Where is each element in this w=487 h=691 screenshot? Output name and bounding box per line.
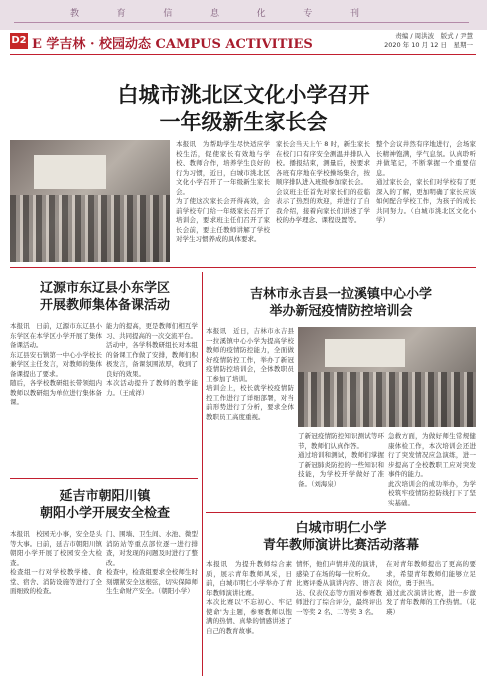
- article-column: 在对青年教师提出了更高的要求，希望青年教师们能够立足岗位，勇于担当。 通过此次演讲比赛，进一步激发了青年教师的工作热情。（花瑛）: [386, 560, 476, 616]
- headline-main: [0, 82, 487, 136]
- headline-yongji: [206, 286, 476, 320]
- headline-line: 白城市洮北区文化小学召开: [117, 83, 370, 107]
- section-title: E 学吉林 · 校园动态 CAMPUS ACTIVITIES: [32, 37, 313, 52]
- masthead-char: 专: [303, 9, 314, 19]
- section-rule: [206, 512, 476, 513]
- news-photo: [10, 140, 170, 262]
- headline-line: 开展教师集体备课活动: [39, 298, 170, 313]
- article-column: 急救方面，为做好师生常规健康体检工作，本次培训会还进行了突发情况应急演练，进一步提高了全校教职工应对突发事件的能力。 此次培训会的成功举办，为学校筑牢疫情防控防线打下了坚实基础。: [388, 432, 476, 507]
- section-rule: [10, 267, 476, 268]
- article-column: 本报讯 校园无小事，安全是头等大事。日前，延吉市朝阳川镇朝阳小学开展了校园安全大检查。 检查组一行对学校教学楼、食堂、宿舍、消防设施等进行了全面细致的检查。: [10, 530, 102, 595]
- issue-date: 2020 年 10 月 12 日 星期一: [384, 41, 473, 49]
- masthead-title: [70, 6, 360, 19]
- masthead-char: 刊: [349, 9, 360, 19]
- headline-line: 一年级新生家长会: [159, 110, 328, 134]
- issue-meta: [384, 32, 473, 50]
- article-column: 了新冠疫情防控知识测试等环节，教师们认真作答。 通过培训和测试，教师们掌握了新冠肺炎防控的一些知识和技能，为学校开学做好了准备。（刘海泉）: [298, 432, 384, 488]
- masthead-char: 育: [116, 9, 127, 19]
- headline-mingren: [206, 520, 476, 554]
- masthead-char: 教: [70, 9, 81, 19]
- section-rule: [10, 478, 198, 479]
- headline-line: 延吉市朝阳川镇: [59, 489, 151, 504]
- edition-badge: D2: [10, 33, 28, 49]
- masthead: [0, 0, 487, 30]
- headline-chaoyang: [10, 488, 200, 522]
- article-column: 本报讯 近日，吉林市永吉县一拉溪镇中心小学为提高学校教师的疫情防控能力，全面做好疫情防控工作，举办了新冠疫情防控培训会，全体教职员工参加了培训。 培训会上，校长就学校疫情防控工作进行了详细部署，对当前形势进行了分析，要求全体教职员工高度重视。: [206, 327, 294, 421]
- headline-line: 青年教师演讲比赛活动落幕: [262, 538, 419, 553]
- article-column: 能力的提高，更是教师们相互学习、共同提高的一次交流平台。 活动中，各学科教研组长对本组的备课工作做了安排，教师们积极发言，备课氛围浓厚，收到了良好的效果。 本次活动提升了教师的教学能力。（王成祥）: [106, 322, 198, 397]
- headline-line: 辽源市东辽县小东学区: [39, 281, 170, 296]
- editor-credit: 责编 / 周洪波 版式 / 尹慧: [395, 32, 473, 40]
- article-column: 本报讯 日前，辽源市东辽县小东学区在本学区小学开展了集体备课活动。 东辽县安石镇第一中心小学校长兼学区主任发言，对教师的集体备课提出了要求。 随后，各学校教研组长带领组内教师以教研组为单位进行集体备课。: [10, 322, 102, 406]
- masthead-char: 息: [209, 9, 220, 19]
- headline-line: 白城市明仁小学: [295, 521, 387, 536]
- article-column: 本报讯 为提升教师综合素质，展示青年教师风采，日前，白城市明仁小学举办了青年教师演讲比赛。 本次比赛以'不忘初心、牢记使命'为主题，参赛教师以饱满的热情、真挚的情感讲述了自己的教育故事。: [206, 560, 292, 635]
- headline-line: 朝阳小学开展安全检查: [39, 506, 170, 521]
- article-column: 本报讯 为帮助学生尽快适应学校生活，促使家长有效地与学校、教师合作，培养学生良好的行为习惯，近日，白城市洮北区文化小学召开了一年级新生家长会。 为了使这次家长会开得高效，会前学校专门给一年级家长召开了培训会，要求班主任们召开了家长会前，要主任教师讲解了学校对学生习惯养成的具体要求。: [176, 140, 270, 243]
- headline-dongliao: [10, 280, 200, 314]
- article-column: 家长会当天上午 8 时，新生家长在校门口有序安全测温并排队入校。播报结束，测量后，按要求各班有序地在学校操场集合，按顺序排队进入班级参加家长会。 会议班主任首先对家长们的莅临表示了热烈的欢迎，并进行了自我介绍，接着向家长们讲述了学校的办学理念、课程设置等。: [276, 140, 370, 224]
- masthead-char: 信: [163, 9, 174, 19]
- headline-line: 举办新冠疫情防控培训会: [269, 304, 413, 319]
- news-photo: [298, 327, 476, 427]
- section-header: [0, 31, 487, 53]
- article-column: 门、围墙、卫生间、水池、微型消防站等重点部位逐一进行排查，对发现的问题及时进行了整改。 检查中，检查组要求全校师生时刻绷紧安全这根弦，切实保障师生生命财产安全。（朝阳小学）: [106, 530, 198, 595]
- masthead-char: 化: [256, 9, 267, 19]
- header-rule: [10, 54, 476, 55]
- masthead-divider: [14, 22, 469, 23]
- headline-line: 吉林市永吉县一拉溪镇中心小学: [249, 287, 432, 302]
- column-divider: [202, 272, 203, 676]
- article-column: 整个会议井然有序地进行，会场家长精神饱满，学气息氛。认真聆听并做笔记，不断掌握一个重要信息。 通过家长会，家长们对学校有了更深入的了解，更加明确了家长应该如何配合学校工作，为孩子的成长共同努力。（白城市洮北区文化小学）: [376, 140, 476, 224]
- article-column: 情怀，他们声情并茂的演讲，感染了在场的每一位听众。 比赛评委从演讲内容、语言表达、仪表仪态等方面对参赛教师进行了综合评分，最终评出一等奖 2 名、二等奖 3 名。: [296, 560, 382, 616]
